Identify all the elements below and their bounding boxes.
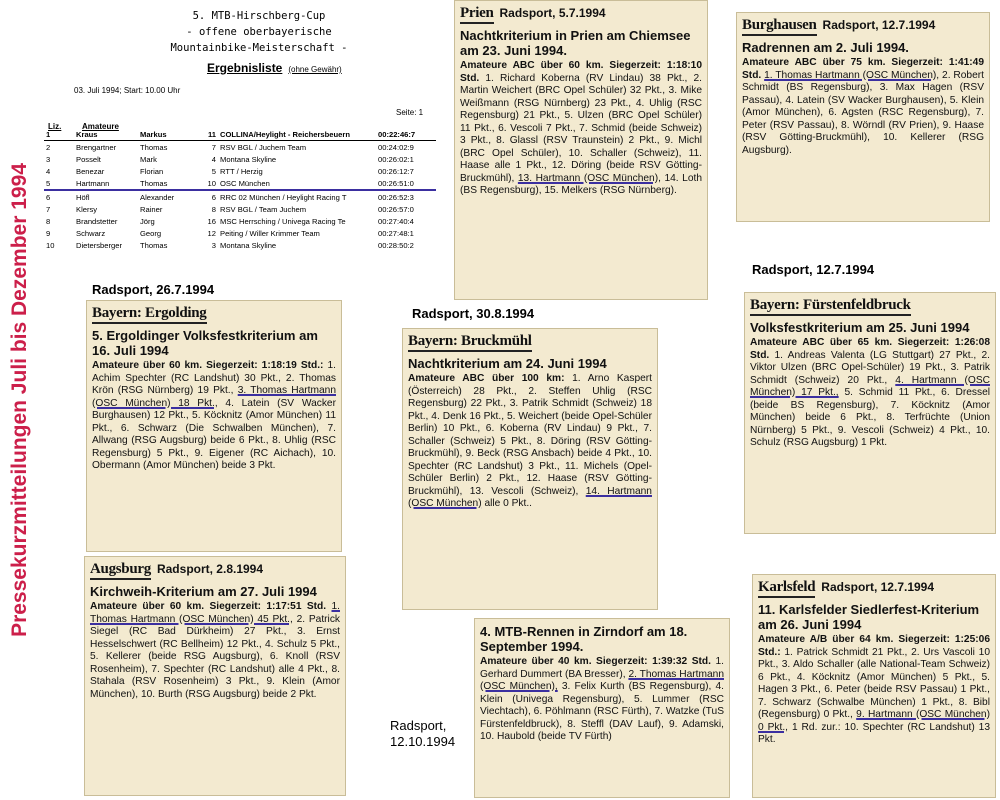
results-col-liz: Liz. [48,122,62,131]
result-name: Schwarz [76,228,106,238]
result-row [44,153,436,165]
clip-fuerstenfeldbruck-label: Radsport, 12.7.1994 [752,262,875,277]
results-list-title: Ergebnisliste (ohne Gewähr) [207,61,342,75]
clip-augsburg-location: Augsburg [90,561,151,580]
result-name: Brandstetter [76,216,118,226]
clip-augsburg-headline: Kirchweih-Kriterium am 27. Juli 1994 [90,584,317,599]
result-time: 00:24:02:9 [378,142,414,152]
result-place: 5 [46,178,51,188]
clip-ergolding-highlight: 3. Thomas Hartmann (OSC München) 18 Pkt., [92,385,336,409]
result-name: Höfl [76,192,90,202]
result-start-number: 11 [198,128,218,141]
clip-zirndorf-label-line-1: Radsport, [390,718,447,733]
clip-prien-source: Radsport, 5.7.1994 [499,6,606,20]
clip-burghausen-source: Radsport, 12.7.1994 [822,18,936,32]
clip-ergolding-headline: 5. Ergoldinger Volksfestkriterium am 16. Juli 1994 [92,328,318,358]
clip-zirndorf-body: Amateure über 40 km. Siegerzeit: 1:39:32 Std. 1. Gerhard Dummert (BA Bresser), 2. Thomas Hartmann (OSC München), 3. Felix Kurth (BS Regensburg), 4. Klein (Univega Regensburg), 5. Lummer (RSC Viechtach), 6. Pöhlmann (RSC Fürth), 7. Watzke (TuS Fürstenfeldbruck), 8. Steffl (DAV Lauf), 9. Adamski, 10. Haubold (beide TV Fürth) [480,656,725,742]
result-name: Posselt [76,154,101,164]
results-list [44,0,448,275]
result-name: Dietersberger [76,240,123,250]
results-date-start: 03. Juli 1994; Start: 10.00 Uhr [74,86,181,95]
result-name: Kraus [74,128,138,141]
result-team: Montana Skyline [220,240,277,250]
result-first-name: Georg [140,228,162,238]
result-start-number: 16 [207,216,216,226]
result-name: Hartmann [76,178,110,188]
result-start-number: 6 [211,192,216,202]
result-first-name: Rainer [140,204,163,214]
result-start-number: 8 [211,204,216,214]
result-place: 1 [44,128,74,141]
result-row [44,128,436,141]
result-row [44,239,436,251]
result-time: 00:26:57:0 [378,204,414,214]
clip-zirndorf-label [390,718,455,750]
result-start-number: 5 [211,166,216,176]
result-first-name: Thomas [140,240,168,250]
clip-burghausen-body: Amateure ABC über 75 km. Siegerzeit: 1:41:49 Std. 1. Thomas Hartmann (OSC München), 2. Robert Schmidt (BS Regensburg), 3. Max Hagen (RSV Passau), 4. Latein (SV Wacker Burghausen), 5. Klein (Amor München), 6. Agsten (RSC Regensburg), 7. Peter (RSV Passau), 8. Wörndl (RV Prien), 9. Haase (RSV Götting-Bruckmühl), 10. Kellerer (RSG Augsburg). [742,57,984,156]
result-place: 3 [46,154,51,164]
clip-augsburg-body: Amateure über 60 km. Siegerzeit: 1:17:51 Std. 1. Thomas Hartmann (OSC München) 45 Pkt., 2. Patrick Siegel (RC Bad Dürkheim) 27 Pkt., 3. Ernst Hesselschwert (RC Bellheim) 12 Pkt., 4. Schulz 5 Pkt., 5. Kellerer (beide RSG Augsburg), 6. Knoll (RSV Rosenheim), 7. Spechter (RC Landshut) alle 4 Pkt., 8. Stahala (RSV Rosenheim) 3 Pkt., 9. Klein (Amor München), 10. Burth (RSG Augsburg) beide 2 Pkt. [90,601,341,700]
clip-karlsfeld-body: Amateure A/B über 64 km. Siegerzeit: 1:25:06 Std.: 1. Patrick Schmidt 21 Pkt., 2. Urs Vascoli 10 Pkt., 3. Aldo Schaller (alle National-Team Schweiz) 6 Pkt., 4. Köcknitz (Amor München) 5 Pkt., 5. Hagen 3 Pkt., 6. Peter (beide RSV Passau) 1 Pkt., 7. Schwarz (Schwalbe München) 1 Pkt., 8. Bibl (Regensburg) 0 Pkt., 9. Hartmann (OSC München) 0 Pkt., 1 Rd. zur.: 10. Spechter (RC Landshut) 13 Pkt. [758,634,990,745]
clip-zirndorf-highlight: 2. Thomas Hartmann (OSC München), [480,668,724,692]
result-first-name: Markus [138,128,198,141]
clip-bruckmuehl-location: Bayern: Bruckmühl [408,333,532,352]
clip-karlsfeld-headline: 11. Karlsfelder Siedlerfest-Kriterium am 26. Juni 1994 [758,602,980,632]
clip-zirndorf-label-line-2: 12.10.1994 [390,734,456,749]
result-team: OSC München [220,178,270,188]
result-team: Peiting / Willer Krimmer Team [220,228,320,238]
clip-fuerstenfeldbruck-headline: Volksfestkriterium am 25. Juni 1994 [750,320,970,335]
clip-ergolding [86,300,342,552]
result-first-name: Thomas [140,142,168,152]
result-first-name: Florian [140,166,164,176]
side-title-text: Pressekurzmitteilungen Juli bis Dezember 1994 [8,163,31,637]
clip-prien [454,0,708,300]
result-team: RRC 02 München / Heylight Racing T [220,192,347,202]
clip-bruckmuehl-body: Amateure ABC über 100 km: 1. Arno Kaspert (Österreich) 28 Pkt., 2. Steffen Uhlig (RSC Regensburg) 22 Pkt., 3. Patrik Schmidt (Schweiz) 18 Pkt., 4. Denk 16 Pkt., 5. Weichert (beide Opel-Schüler Berlin) 10 Pkt., 6. Koberna (RV Lindau) 9 Pkt., 7. Schaller (Schweiz) 5 Pkt., 8. Döring (RSV Götting-Bruckmühl), 9. Beck (RSG Ansbach) beide 4 Pkt., 10. Spechter (RC Landshut) 3 Pkt., 11. Michels (Opel-Schüler Berlin) 2 Pkt., 12. Haase (RSV Götting-Bruckmühl), 13. Vescoli (Schweiz), 14. Hartmann (OSC München) alle 0 Pkt.. [408,373,652,509]
result-place: 6 [46,192,51,202]
result-time: 00:27:40:4 [378,216,414,226]
result-team: MSC Herrsching / Univega Racing Te [220,216,346,226]
result-time: 00:27:48:1 [378,228,414,238]
result-row [44,190,436,203]
clip-burghausen-highlight: 1. Thomas Hartmann (OSC München), [764,69,940,81]
clip-prien-highlight: 13. Hartmann (OSC München), [517,172,661,184]
clip-fuerstenfeldbruck-body: Amateure ABC über 65 km. Siegerzeit: 1:26:08 Std. 1. Andreas Valenta (LG Stuttgart) 27 Pkt., 2. Viktor Ulzen (BRC Opel-Schüler) 19 Pkt., 3. Patrik Schmidt (Schweiz) 20 Pkt., 4. Hartmann (OSC München) 17 Pkt., 5. Schmid 11 Pkt., 6. Dressel (beide BS Regensburg), 7. Köcknitz (Amor München) beide 6 Pkt., 8. Terfrüchte (Union Nürnberg) 5 Pkt., 9. Vescoli (Schweiz) 4 Pkt., 10. Schulz (RSG Augsburg) 1 Pkt. [750,337,990,448]
result-start-number: 10 [207,178,216,188]
result-time: 00:22:46:7 [376,128,436,141]
clip-ergolding-location: Bayern: Ergolding [92,305,207,324]
result-time: 00:26:52:3 [378,192,414,202]
result-start-number: 3 [211,240,216,250]
clip-bruckmuehl-headline: Nachtkriterium am 24. Juni 1994 [408,356,607,371]
result-row [44,227,436,239]
result-start-number: 12 [207,228,216,238]
result-name: Benezar [76,166,105,176]
result-row [44,141,436,154]
result-first-name: Alexander [140,192,175,202]
clip-fuerstenfeldbruck-location: Bayern: Fürstenfeldbruck [750,297,911,316]
clip-karlsfeld-location: Karlsfeld [758,579,815,598]
result-row [44,215,436,227]
result-first-name: Mark [140,154,157,164]
result-team: Montana Skyline [220,154,277,164]
result-start-number: 7 [211,142,216,152]
result-time: 00:28:50:2 [378,240,414,250]
results-page: Seite: 1 [396,108,424,117]
clip-burghausen [736,12,990,222]
clip-augsburg-highlight: 1. Thomas Hartmann (OSC München) 45 Pkt., [90,601,340,625]
clip-bruckmuehl-label: Radsport, 30.8.1994 [412,306,535,321]
clip-augsburg-source: Radsport, 2.8.1994 [156,562,264,576]
clip-prien-body: Amateure ABC über 60 km. Siegerzeit: 1:18:10 Std. 1. Richard Koberna (RV Lindau) 38 Pkt., 2. Martin Weichert (BRC Opel Schüler) 32 Pkt., 3. Mike Weißmann (RSG Nürnberg) 23 Pkt., 4. Uhlig (RSC Regensburg) 21 Pkt., 5. Ulzen (BRC Opel Schüler) 11 Pkt., 6. Vescoli 7 Pkt., 7. Schmid (beide Schweiz) 3 Pkt., 8. Glassl (RSV Traunstein) 2 Pkt., 9. Michl (BRC Opel Schüler), 10. Schaller (Schweiz), 11. Haase alle 1 Pkt., 12. Döring (beide RSV Götting-Bruckmühl), 13. Hartmann (OSC München), 14. Loth (BS Regensburg), 15. Melkers (RSG Nürnberg). [460,60,702,196]
result-time: 00:26:12:7 [378,166,414,176]
result-first-name: Thomas [140,178,168,188]
clip-burghausen-headline: Radrennen am 2. Juli 1994. [742,40,909,55]
result-first-name: Jörg [140,216,155,226]
result-name: Brengartner [76,142,117,152]
clip-bruckmuehl [402,328,658,610]
result-time: 00:26:51:0 [378,178,414,188]
result-place: 10 [46,240,55,250]
result-place: 2 [46,142,51,152]
result-place: 8 [46,216,51,226]
result-place: 9 [46,228,51,238]
clip-ergolding-label: Radsport, 26.7.1994 [92,282,215,297]
clip-ergolding-body: Amateure über 60 km. Siegerzeit: 1:18:19 Std.: 1. Achim Spechter (RC Landshut) 30 Pkt., 2. Thomas Krön (RSG Nürnberg) 19 Pkt., 3. Thomas Hartmann (OSC München) 18 Pkt., 4. Latein (SV Wacker Burghausen) 12 Pkt., 5. Köcknitz (Amor München) 11 Pkt., 6. Schwarz (Die Schwalben München), 7. Allwang (RSG Augsburg) beide 6 Pkt., 8. Uhlig (RSC Regensburg) 5 Pkt., 9. Eigener (RC Aichach), 10. Obermann (Amor München) beide 3 Pkt. [92,360,336,471]
clip-karlsfeld-source: Radsport, 12.7.1994 [821,580,935,594]
result-row [44,203,436,215]
results-col-class: Amateure [82,122,119,131]
result-team: COLLINA/Heylight - Reichersbeuern [218,128,376,141]
clip-burghausen-location: Burghausen [742,17,817,36]
result-row [44,177,436,190]
result-team: RSV BGL / Juchem Team [220,142,307,152]
clip-karlsfeld-highlight: 9. Hartmann (OSC München) 0 Pkt., [758,709,990,733]
result-row [44,165,436,177]
results-table [44,128,436,251]
clip-prien-location: Prien [460,5,494,24]
clip-augsburg [84,556,346,796]
clip-fuerstenfeldbruck-highlight: 4. Hartmann (OSC München) 17 Pkt., [750,374,990,398]
result-place: 7 [46,204,51,214]
clip-karlsfeld [752,574,996,798]
clip-prien-headline: Nachtkriterium in Prien am Chiemsee am 23. Juni 1994. [460,28,691,58]
clip-zirndorf [474,618,730,798]
clip-bruckmuehl-highlight: 14. Hartmann (OSC München) [408,485,652,509]
clip-fuerstenfeldbruck [744,292,996,534]
result-team: RTT / Herzig [220,166,263,176]
clip-zirndorf-headline: 4. MTB-Rennen in Zirndorf am 18. September 1994. [480,624,688,654]
result-start-number: 4 [211,154,216,164]
results-list-note: (ohne Gewähr) [288,65,342,74]
result-time: 00:26:02:1 [378,154,414,164]
result-place: 4 [46,166,51,176]
results-title-line-2: - offene oberbayerische [186,26,332,38]
result-team: RSV BGL / Team Juchem [220,204,307,214]
results-title-line-3: Mountainbike-Meisterschaft - [170,42,348,54]
results-title-line-1: 5. MTB-Hirschberg-Cup [192,10,326,22]
result-name: Klersy [76,204,98,214]
side-title [0,0,40,800]
